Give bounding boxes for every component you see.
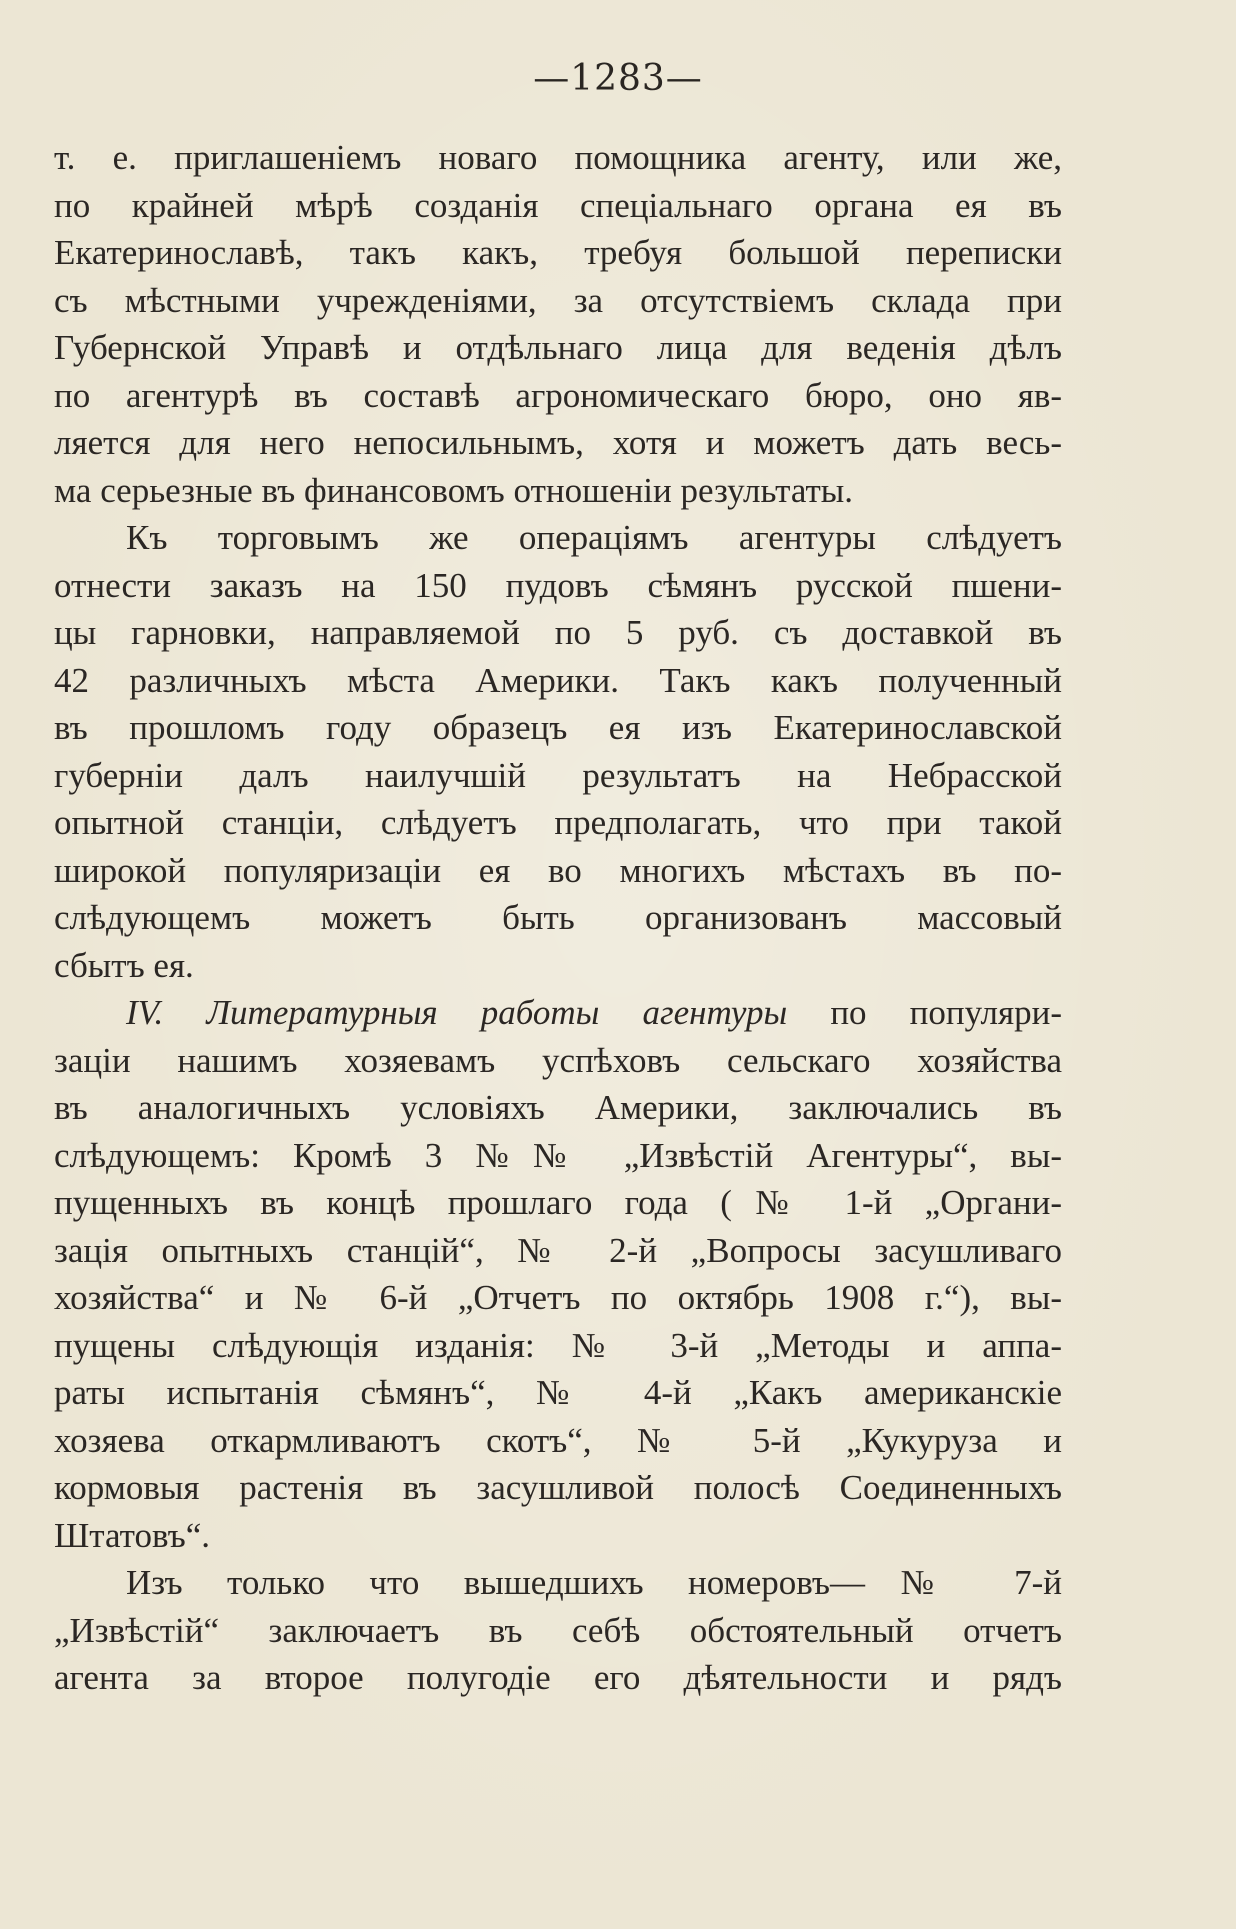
text-line: съ мѣстными учрежденіями, за отсутствіемъ склада при: [54, 280, 1062, 320]
text-line: раты испытанія сѣмянъ“, № 4-й „Какъ американскіе: [54, 1373, 1062, 1412]
text-line: т. е. приглашеніемъ новаго помощника агенту, или же,: [54, 138, 1062, 177]
text-line: слѣдующемъ: Кромѣ 3 №№ „Извѣстій Агентуры“, вы-: [54, 1135, 1062, 1175]
text-line: пущенныхъ въ концѣ прошлаго года (№ 1-й „Органи-: [54, 1183, 1062, 1222]
section-heading: IV. Литературныя работы агентуры: [126, 993, 788, 1032]
text-line: цы гарновки, направляемой по 5 руб. съ доставкой въ: [54, 613, 1062, 652]
text-line: Изъ только что вышедшихъ номеровъ—№ 7-й: [126, 1563, 1062, 1602]
paragraph: [54, 514, 1062, 989]
text-line: зація опытныхъ станцій“, № 2-й „Вопросы засушливаго: [54, 1230, 1062, 1270]
text-line: слѣдующемъ можетъ быть организованъ массовый: [54, 898, 1062, 937]
text-line: Къ торговымъ же операціямъ агентуры слѣдуетъ: [126, 518, 1062, 557]
text-line: въ аналогичныхъ условіяхъ Америки, заключались въ: [54, 1088, 1062, 1127]
text-line: Екатеринославѣ, такъ какъ, требуя большой переписки: [54, 233, 1062, 272]
text-run: по популяри-: [830, 993, 1063, 1032]
text-line: по агентурѣ въ составѣ агрономическаго бюро, оно яв-: [54, 375, 1062, 415]
text-line: опытной станціи, слѣдуетъ предполагать, что при такой: [54, 803, 1062, 842]
text-line: 42 различныхъ мѣста Америки. Такъ какъ полученный: [54, 660, 1062, 700]
text-line: Штатовъ“.: [54, 1515, 211, 1555]
text-line: въ прошломъ году образецъ ея изъ Екатеринославской: [54, 708, 1062, 747]
text-line: кормовыя растенія въ засушливой полосѣ Соединенныхъ: [54, 1468, 1062, 1507]
text-line: сбытъ ея.: [54, 945, 194, 985]
text-line: хозяйства“ и № 6-й „Отчетъ по октябрь 1908 г.“), вы-: [54, 1278, 1062, 1317]
text-line: пущены слѣдующія изданія: № 3-й „Методы и аппа-: [54, 1325, 1062, 1365]
text-line: „Извѣстій“ заключаетъ въ себѣ обстоятельный отчетъ: [54, 1610, 1062, 1650]
text-line: агента за второе полугодіе его дѣятельности и рядъ: [54, 1658, 1062, 1697]
text-line: [54, 989, 1062, 1037]
paragraph: [54, 1559, 1062, 1702]
text-line: ма серьезные въ финансовомъ отношеніи результаты.: [54, 470, 854, 510]
paragraph: [54, 134, 1062, 514]
text-line: по крайней мѣрѣ созданія спеціальнаго органа ея въ: [54, 185, 1062, 225]
text-line: ляется для него непосильнымъ, хотя и можетъ дать весь-: [54, 423, 1062, 462]
page-number: —1283—: [533, 58, 703, 99]
body-text: [54, 134, 1062, 1702]
text-line: губерніи далъ наилучшій результатъ на Небрасской: [54, 755, 1062, 795]
text-line: хозяева откармливаютъ скотъ“, № 5-й „Кукуруза и: [54, 1420, 1062, 1460]
text-line: заціи нашимъ хозяевамъ успѣховъ сельскаго хозяйства: [54, 1040, 1062, 1080]
text-line: Губернской Управѣ и отдѣльнаго лица для веденія дѣлъ: [54, 328, 1062, 367]
text-line: отнести заказъ на 150 пудовъ сѣмянъ русской пшени-: [54, 565, 1062, 605]
paragraph: [54, 989, 1062, 1559]
text-line: широкой популяризаціи ея во многихъ мѣстахъ въ по-: [54, 850, 1062, 890]
